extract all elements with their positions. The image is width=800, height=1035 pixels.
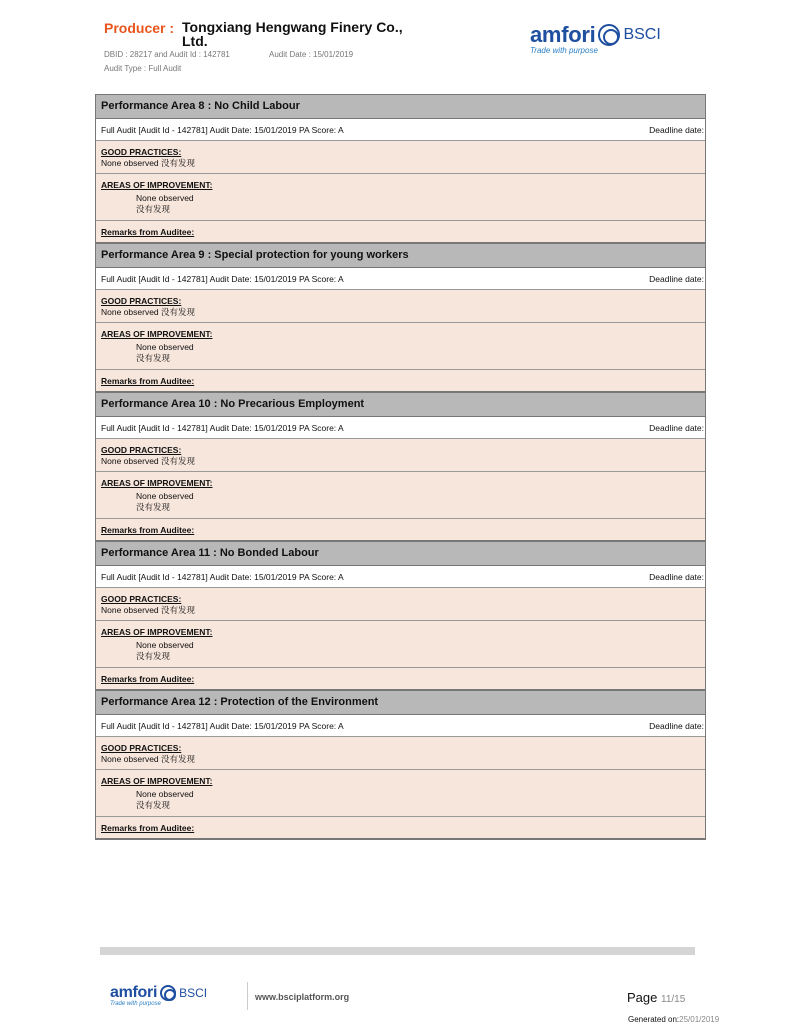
performance-areas-table [95, 94, 706, 840]
page-number: 11/15 [661, 994, 686, 1005]
improvement-text: None observed [136, 342, 194, 352]
good-practices-text: None observed 没有发现 [101, 754, 196, 764]
producer-name: Tongxiang Hengwang Finery Co., Ltd. [182, 19, 403, 49]
improvement-text: None observed [136, 193, 194, 203]
areas-of-improvement-label: AREAS OF IMPROVEMENT: [101, 627, 213, 637]
good-practices-section [96, 737, 705, 770]
good-practices-text: None observed 没有发现 [101, 605, 196, 615]
areas-of-improvement-label: AREAS OF IMPROVEMENT: [101, 478, 213, 488]
footer-divider [247, 982, 248, 1010]
logo-tagline: Trade with purpose [530, 46, 598, 55]
generated-label: Generated on: [628, 1015, 680, 1024]
deadline-label: Deadline date: [649, 721, 704, 731]
areas-of-improvement-section [96, 621, 705, 668]
performance-area-9 [96, 244, 705, 393]
remarks-section [96, 519, 705, 542]
good-practices-label: GOOD PRACTICES: [101, 445, 182, 455]
amfori-ring-icon [598, 24, 620, 46]
dbid-text: DBID : 28217 and Audit Id : 142781 [104, 50, 230, 59]
audit-date-text: Audit Date : 15/01/2019 [269, 50, 354, 59]
performance-area-12 [96, 691, 705, 840]
producer-label: Producer : [104, 20, 175, 36]
deadline-label: Deadline date: [649, 423, 704, 433]
improvement-text: None observed [136, 491, 194, 501]
good-practices-section [96, 439, 705, 472]
good-practices-label: GOOD PRACTICES: [101, 743, 182, 753]
logo-wordmark: amfori [110, 984, 158, 1001]
performance-area-title: Performance Area 8 : No Child Labour [96, 95, 705, 119]
logo-tagline: Trade with purpose [110, 1001, 161, 1007]
logo-bsci: BSCI [179, 986, 208, 1000]
deadline-label: Deadline date: [649, 274, 704, 284]
areas-of-improvement-section [96, 174, 705, 221]
improvement-text-cn: 没有发现 [136, 502, 171, 512]
performance-area-10 [96, 393, 705, 542]
improvement-text-cn: 没有发现 [136, 353, 171, 363]
areas-of-improvement-section [96, 472, 705, 519]
remarks-section [96, 668, 705, 691]
amfori-ring-icon [160, 985, 176, 1001]
remarks-section [96, 221, 705, 244]
deadline-label: Deadline date: [649, 572, 704, 582]
good-practices-text: None observed 没有发现 [101, 456, 196, 466]
performance-area-title: Performance Area 10 : No Precarious Employment [96, 393, 705, 417]
performance-area-11 [96, 542, 705, 691]
audit-info-text: Full Audit [Audit Id - 142781] Audit Date: 15/01/2019 PA Score: A [101, 572, 344, 582]
footer-url[interactable]: www.bsciplatform.org [255, 992, 350, 1002]
areas-of-improvement-label: AREAS OF IMPROVEMENT: [101, 776, 213, 786]
areas-of-improvement-section [96, 323, 705, 370]
good-practices-section [96, 141, 705, 174]
areas-of-improvement-label: AREAS OF IMPROVEMENT: [101, 180, 213, 190]
generated-date: 25/01/2019 [679, 1015, 720, 1024]
page-indicator [627, 990, 685, 1005]
good-practices-label: GOOD PRACTICES: [101, 594, 182, 604]
deadline-label: Deadline date: [649, 125, 704, 135]
audit-info-text: Full Audit [Audit Id - 142781] Audit Date: 15/01/2019 PA Score: A [101, 125, 344, 135]
remarks-section [96, 817, 705, 840]
good-practices-label: GOOD PRACTICES: [101, 147, 182, 157]
audit-info-text: Full Audit [Audit Id - 142781] Audit Date: 15/01/2019 PA Score: A [101, 721, 344, 731]
improvement-text-cn: 没有发现 [136, 651, 171, 661]
areas-of-improvement-label: AREAS OF IMPROVEMENT: [101, 329, 213, 339]
logo-bsci: BSCI [623, 26, 661, 43]
remarks-label: Remarks from Auditee: [101, 227, 195, 237]
audit-info-text: Full Audit [Audit Id - 142781] Audit Date: 15/01/2019 PA Score: A [101, 423, 344, 433]
improvement-text: None observed [136, 640, 194, 650]
remarks-label: Remarks from Auditee: [101, 674, 195, 684]
audit-info-row [96, 566, 705, 588]
page-label: Page [627, 990, 658, 1005]
good-practices-text: None observed 没有发现 [101, 307, 196, 317]
areas-of-improvement-section [96, 770, 705, 817]
audit-info-text: Full Audit [Audit Id - 142781] Audit Date: 15/01/2019 PA Score: A [101, 274, 344, 284]
audit-info-row [96, 417, 705, 439]
amfori-bsci-logo [530, 22, 661, 55]
performance-area-8 [96, 95, 705, 244]
improvement-text-cn: 没有发现 [136, 204, 171, 214]
good-practices-section [96, 588, 705, 621]
remarks-section [96, 370, 705, 393]
logo-wordmark: amfori [530, 22, 596, 47]
audit-info-row [96, 268, 705, 290]
remarks-label: Remarks from Auditee: [101, 823, 195, 833]
improvement-text-cn: 没有发现 [136, 800, 171, 810]
remarks-label: Remarks from Auditee: [101, 376, 195, 386]
audit-info-row [96, 715, 705, 737]
performance-area-title: Performance Area 9 : Special protection for young workers [96, 244, 705, 268]
good-practices-section [96, 290, 705, 323]
improvement-text: None observed [136, 789, 194, 799]
audit-type-text: Audit Type : Full Audit [104, 64, 182, 73]
performance-area-title: Performance Area 11 : No Bonded Labour [96, 542, 705, 566]
generated-on [628, 1015, 719, 1024]
footer-amfori-bsci-logo [110, 984, 207, 1007]
audit-info-row [96, 119, 705, 141]
performance-area-title: Performance Area 12 : Protection of the Environment [96, 691, 705, 715]
footer-bar [100, 947, 695, 955]
good-practices-label: GOOD PRACTICES: [101, 296, 182, 306]
remarks-label: Remarks from Auditee: [101, 525, 195, 535]
good-practices-text: None observed 没有发现 [101, 158, 196, 168]
